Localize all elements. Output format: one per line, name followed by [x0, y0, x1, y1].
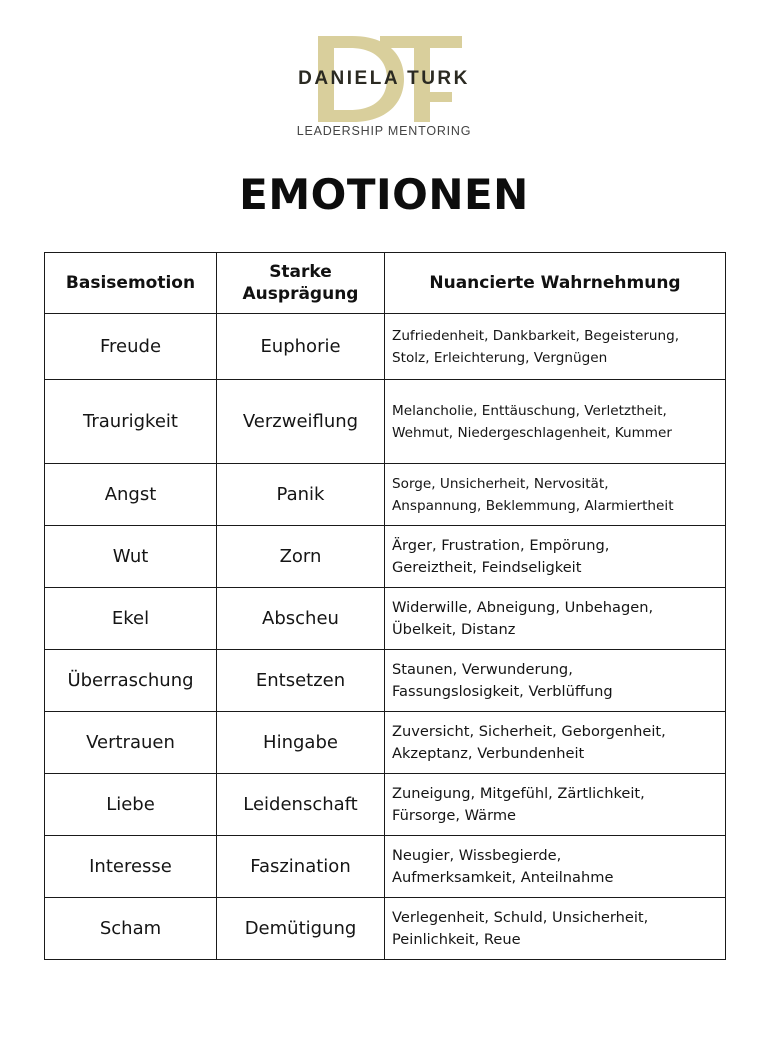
header-strong-line2: Ausprägung: [242, 284, 359, 304]
cell-nuancierte-wahrnehmung: [385, 464, 726, 526]
header-nuancierte-wahrnehmung: Nuancierte Wahrnehmung: [385, 253, 726, 314]
brand-logo: [0, 30, 768, 142]
header-strong-line1: Starke: [269, 262, 332, 282]
nuance-line: Zufriedenheit, Dankbarkeit, Begeisterung,: [392, 327, 680, 344]
table-row: [45, 380, 726, 464]
table-row: [45, 314, 726, 380]
cell-nuancierte-wahrnehmung: [385, 836, 726, 898]
cell-starke-auspraegung: Verzweiflung: [217, 380, 385, 464]
cell-basisemotion: Überraschung: [45, 650, 217, 712]
cell-basisemotion: Scham: [45, 898, 217, 960]
table-row: [45, 712, 726, 774]
cell-starke-auspraegung: Zorn: [217, 526, 385, 588]
cell-starke-auspraegung: Euphorie: [217, 314, 385, 380]
header-starke-auspraegung: [217, 253, 385, 314]
nuance-line: Zuneigung, Mitgefühl, Zärtlichkeit,: [392, 784, 645, 802]
cell-basisemotion: Angst: [45, 464, 217, 526]
nuance-line: Melancholie, Enttäuschung, Verletztheit,: [392, 402, 667, 419]
nuance-line: Akzeptanz, Verbundenheit: [392, 744, 585, 762]
table-row: [45, 774, 726, 836]
cell-starke-auspraegung: Hingabe: [217, 712, 385, 774]
nuance-line: Stolz, Erleichterung, Vergnügen: [392, 349, 608, 366]
cell-nuancierte-wahrnehmung: [385, 526, 726, 588]
cell-nuancierte-wahrnehmung: [385, 774, 726, 836]
table-row: [45, 650, 726, 712]
nuance-line: Fassungslosigkeit, Verblüffung: [392, 682, 613, 700]
cell-nuancierte-wahrnehmung: [385, 588, 726, 650]
brand-tagline: LEADERSHIP MENTORING: [296, 124, 472, 138]
nuance-line: Gereiztheit, Feindseligkeit: [392, 558, 582, 576]
cell-basisemotion: Freude: [45, 314, 217, 380]
nuance-line: Fürsorge, Wärme: [392, 806, 517, 824]
nuance-line: Neugier, Wissbegierde,: [392, 846, 562, 864]
nuance-line: Widerwille, Abneigung, Unbehagen,: [392, 598, 654, 616]
cell-nuancierte-wahrnehmung: [385, 380, 726, 464]
cell-starke-auspraegung: Demütigung: [217, 898, 385, 960]
cell-basisemotion: Vertrauen: [45, 712, 217, 774]
nuance-line: Peinlichkeit, Reue: [392, 930, 521, 948]
cell-starke-auspraegung: Abscheu: [217, 588, 385, 650]
cell-starke-auspraegung: Entsetzen: [217, 650, 385, 712]
page-title: EMOTIONEN: [239, 170, 529, 219]
header-basisemotion: Basisemotion: [45, 253, 217, 314]
table-row: [45, 898, 726, 960]
cell-nuancierte-wahrnehmung: [385, 898, 726, 960]
nuance-line: Zuversicht, Sicherheit, Geborgenheit,: [392, 722, 666, 740]
table-row: [45, 464, 726, 526]
nuance-line: Aufmerksamkeit, Anteilnahme: [392, 868, 614, 886]
brand-name: DANIELA TURK: [298, 68, 470, 89]
nuance-line: Sorge, Unsicherheit, Nervosität,: [392, 475, 609, 492]
nuance-line: Ärger, Frustration, Empörung,: [392, 536, 610, 554]
cell-basisemotion: Ekel: [45, 588, 217, 650]
table-header-row: [45, 253, 726, 314]
cell-nuancierte-wahrnehmung: [385, 650, 726, 712]
nuance-line: Verlegenheit, Schuld, Unsicherheit,: [392, 908, 649, 926]
cell-basisemotion: Interesse: [45, 836, 217, 898]
cell-nuancierte-wahrnehmung: [385, 314, 726, 380]
cell-nuancierte-wahrnehmung: [385, 712, 726, 774]
cell-starke-auspraegung: Panik: [217, 464, 385, 526]
nuance-line: Staunen, Verwunderung,: [392, 660, 573, 678]
table-row: [45, 588, 726, 650]
nuance-line: Übelkeit, Distanz: [392, 620, 516, 638]
nuance-line: Wehmut, Niedergeschlagenheit, Kummer: [392, 424, 672, 441]
table-row: [45, 836, 726, 898]
cell-starke-auspraegung: Leidenschaft: [217, 774, 385, 836]
cell-basisemotion: Liebe: [45, 774, 217, 836]
cell-starke-auspraegung: Faszination: [217, 836, 385, 898]
cell-basisemotion: Wut: [45, 526, 217, 588]
cell-basisemotion: Traurigkeit: [45, 380, 217, 464]
table-row: [45, 526, 726, 588]
nuance-line: Anspannung, Beklemmung, Alarmiertheit: [392, 497, 674, 514]
emotion-table: [44, 252, 726, 960]
